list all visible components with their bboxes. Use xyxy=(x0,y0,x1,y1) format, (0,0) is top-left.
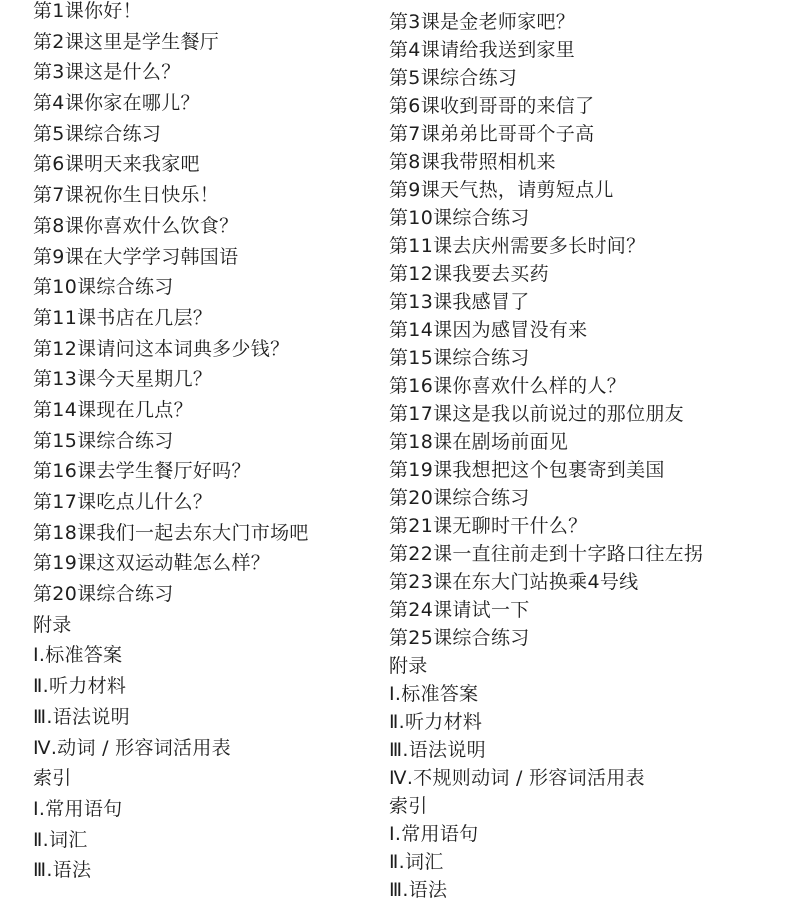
toc-left-entry: 第19课这双运动鞋怎么样？ xyxy=(33,552,271,575)
toc-left-entry: 第9课在大学学习韩国语 xyxy=(33,245,239,268)
toc-left-entry: Ⅱ.词汇 xyxy=(33,828,88,851)
toc-right-entry: Ⅳ.不规则动词 / 形容词活用表 xyxy=(389,767,645,789)
toc-left-entry: 第12课请问这本词典多少钱？ xyxy=(33,337,290,360)
toc-right-entry: 第5课综合练习 xyxy=(389,67,518,89)
toc-right-entry: Ⅱ.词汇 xyxy=(389,851,444,873)
toc-right-entry: 附录 xyxy=(389,655,428,677)
toc-left-entry: 第15课综合练习 xyxy=(33,429,174,452)
toc-right-entry: 第23课在东大门站换乘4号线 xyxy=(389,571,639,593)
toc-left-entry: 第13课今天星期几？ xyxy=(33,368,213,391)
toc-right-entry: Ⅲ.语法说明 xyxy=(389,739,486,761)
toc-left-entry: 第1课你好！ xyxy=(33,0,142,22)
toc-left-entry: 第16课去学生餐厅好吗？ xyxy=(33,460,251,483)
toc-left-entry: 索引 xyxy=(33,767,72,790)
toc-right-entry: 第15课综合练习 xyxy=(389,347,530,369)
toc-left-entry: 第20课综合练习 xyxy=(33,583,174,606)
toc-right-entry: 第13课我感冒了 xyxy=(389,291,530,313)
toc-right-entry: 第24课请试一下 xyxy=(389,599,530,621)
toc-right-entry: 第14课因为感冒没有来 xyxy=(389,319,588,341)
toc-left-entry: Ⅱ.听力材料 xyxy=(33,675,127,698)
toc-left-entry: 第8课你喜欢什么饮食？ xyxy=(33,214,239,237)
toc-left-entry: Ⅰ.常用语句 xyxy=(33,797,123,820)
toc-left-entry: 第6课明天来我家吧 xyxy=(33,153,200,176)
toc-right-entry: 第11课去庆州需要多长时间？ xyxy=(389,235,646,257)
toc-right-entry: 第4课请给我送到家里 xyxy=(389,39,576,61)
toc-right-entry: 第25课综合练习 xyxy=(389,627,530,649)
toc-right-entry: 第10课综合练习 xyxy=(389,207,530,229)
toc-right-entry: 第9课天气热，请剪短点儿 xyxy=(389,179,614,201)
toc-right-entry: Ⅱ.听力材料 xyxy=(389,711,483,733)
toc-right-entry: 第8课我带照相机来 xyxy=(389,151,556,173)
toc-left-entry: 第5课综合练习 xyxy=(33,122,162,145)
toc-left-entry: 第3课这是什么？ xyxy=(33,61,181,84)
toc-right-entry: 第3课是金老师家吧？ xyxy=(389,11,576,33)
toc-right-entry: Ⅲ.语法 xyxy=(389,879,448,901)
toc-right-entry: 第18课在剧场前面见 xyxy=(389,431,569,453)
toc-right-entry: 第12课我要去买药 xyxy=(389,263,549,285)
toc-right-entry: 第19课我想把这个包裹寄到美国 xyxy=(389,459,665,481)
toc-right-column xyxy=(389,8,703,904)
toc-right-entry: 第6课收到哥哥的来信了 xyxy=(389,95,595,117)
toc-right-entry: Ⅰ.标准答案 xyxy=(389,683,479,705)
toc-left-entry: Ⅰ.标准答案 xyxy=(33,644,123,667)
toc-right-entry: 索引 xyxy=(389,795,428,817)
toc-left-entry: 第10课综合练习 xyxy=(33,276,174,299)
toc-left-entry: 第7课祝你生日快乐！ xyxy=(33,184,220,207)
toc-left-entry: 第2课这里是学生餐厅 xyxy=(33,30,220,53)
toc-right-entry: 第21课无聊时干什么？ xyxy=(389,515,588,537)
toc-left-entry: 附录 xyxy=(33,613,72,636)
toc-right-entry: 第7课弟弟比哥哥个子高 xyxy=(389,123,595,145)
toc-left-entry: Ⅲ.语法 xyxy=(33,859,92,882)
toc-left-entry: Ⅳ.动词 / 形容词活用表 xyxy=(33,736,231,759)
toc-left-entry: 第4课你家在哪儿？ xyxy=(33,92,200,115)
toc-left-column xyxy=(33,0,309,886)
toc-right-entry: 第20课综合练习 xyxy=(389,487,530,509)
toc-right-entry: Ⅰ.常用语句 xyxy=(389,823,479,845)
toc-left-entry: 第14课现在几点？ xyxy=(33,398,193,421)
toc-left-entry: 第17课吃点儿什么？ xyxy=(33,491,213,513)
toc-right-entry: 第17课这是我以前说过的那位朋友 xyxy=(389,403,684,425)
toc-right-entry: 第22课一直往前走到十字路口往左拐 xyxy=(389,543,704,565)
toc-right-entry: 第16课你喜欢什么样的人？ xyxy=(389,375,627,397)
toc-left-entry: 第11课书店在几层？ xyxy=(33,306,213,329)
toc-left-entry: 第18课我们一起去东大门市场吧 xyxy=(33,521,309,544)
toc-left-entry: Ⅲ.语法说明 xyxy=(33,705,130,728)
